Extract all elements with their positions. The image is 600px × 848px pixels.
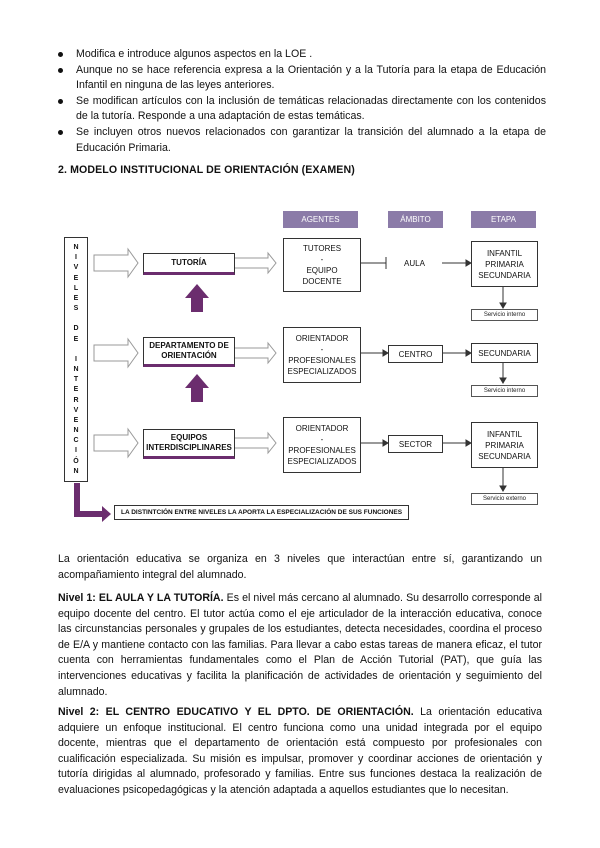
level-tutoria: TUTORÍA bbox=[143, 253, 235, 275]
level-equipos: EQUIPOS INTERDISCIPLINARES bbox=[143, 429, 235, 459]
etapa-box-3: INFANTIL PRIMARIA SECUNDARIA bbox=[471, 422, 538, 468]
up-arrow-1 bbox=[185, 284, 209, 312]
vertical-letter: S bbox=[73, 305, 79, 313]
vertical-letter: E bbox=[73, 335, 79, 343]
outline-arrow-2 bbox=[94, 339, 138, 367]
vertical-letter: E bbox=[73, 294, 79, 302]
bullet-icon bbox=[58, 52, 63, 57]
vertical-letter: C bbox=[73, 437, 79, 445]
vertical-label-niveles bbox=[64, 237, 88, 482]
bullet-list bbox=[58, 47, 546, 156]
etapa-box-2: SECUNDARIA bbox=[471, 343, 538, 363]
list-item: Se incluyen otros nuevos relacionados con garantizar la transición del alumnado a la etapa de Educación Primaria. bbox=[58, 125, 546, 156]
etapa-box-1: INFANTIL PRIMARIA SECUNDARIA bbox=[471, 241, 538, 287]
vertical-letter: R bbox=[73, 396, 79, 404]
vertical-letter: L bbox=[73, 284, 79, 292]
ambito-sector: SECTOR bbox=[388, 435, 443, 453]
vertical-letter: D bbox=[73, 325, 79, 333]
vertical-letter: N bbox=[73, 366, 79, 374]
servicio-1: Servicio interno bbox=[471, 309, 538, 321]
vertical-letter: N bbox=[73, 244, 79, 251]
ambito-aula: AULA bbox=[388, 255, 441, 271]
vertical-letter: V bbox=[73, 406, 79, 414]
servicio-2: Servicio interno bbox=[471, 385, 538, 397]
vertical-letter: E bbox=[73, 386, 79, 394]
outline-arrow-1 bbox=[94, 249, 138, 277]
list-item: Modifica e introduce algunos aspectos en la LOE . bbox=[58, 47, 546, 63]
vertical-letter: I bbox=[75, 355, 77, 363]
bullet-icon bbox=[58, 68, 63, 73]
nivel1-paragraph: Nivel 1: EL AULA Y LA TUTORÍA. Es el nivel más cercano al alumnado. Su desarrollo corresponde al equipo docente del centro. El tutor actúa como el eje articulador de la interacción educativa, conoce las circunstancias personales y grupales de los estudiantes, detecta necesidades, coordina el proceso de E/A y mantiene contacto con las familias. Para llevar a cabo estas tareas de manera eficaz, el tutor cuenta con herramientas fundamentales como el Plan de Acción Tutorial (PAT), que guía las intervenciones educativas y facilita la planificación de actividades de orientación y seguimiento del alumnado. bbox=[58, 592, 542, 698]
vertical-letter: N bbox=[73, 427, 79, 435]
agentes-box-2: ORIENTADOR - PROFESIONALES ESPECIALIZADOS bbox=[283, 327, 361, 383]
vertical-letter: E bbox=[73, 416, 79, 424]
level-departamento: DEPARTAMENTO DE ORIENTACIÓN bbox=[143, 337, 235, 367]
vertical-letter: V bbox=[73, 264, 79, 272]
bullet-icon bbox=[58, 99, 63, 104]
section-title: 2. MODELO INSTITUCIONAL DE ORIENTACIÓN (EXAMEN) bbox=[58, 164, 355, 176]
diagram-footer: LA DISTINTCIÓN ENTRE NIVELES LA APORTA LA ESPECIALIZACIÓN DE SUS FUNCIONES bbox=[114, 505, 409, 520]
vertical-letter: Ó bbox=[73, 457, 79, 465]
vertical-letter: I bbox=[75, 447, 77, 455]
servicio-3: Servicio externo bbox=[471, 493, 538, 505]
up-arrow-2 bbox=[185, 374, 209, 402]
nivel2-heading: Nivel 2: EL CENTRO EDUCATIVO Y EL DPTO. DE ORIENTACIÓN. bbox=[58, 706, 414, 718]
vertical-letter: E bbox=[73, 274, 79, 282]
ambito-centro: CENTRO bbox=[388, 345, 443, 363]
nivel2-paragraph: Nivel 2: EL CENTRO EDUCATIVO Y EL DPTO. DE ORIENTACIÓN. La orientación educativa adquiere un enfoque institucional. El centro funciona como una unidad integrada por el equipo docente, mientras que el departamento de orientación está compuesto por profesionales con cualificación especializada. Su misión es impulsar, promover y coordinar acciones de orientación y tutoría dirigidas al alumnado, profesorado y familias. Entre sus funciones destaca la realización de evaluaciones psicopedagógicas y la atención adaptada a aquellos estudiantes que lo necesitan. bbox=[58, 706, 542, 796]
vertical-letter: T bbox=[73, 376, 79, 384]
vertical-letter: N bbox=[73, 467, 79, 475]
nivel1-heading: Nivel 1: EL AULA Y LA TUTORÍA. bbox=[58, 592, 224, 604]
intro-paragraph: La orientación educativa se organiza en 3 niveles que interactúan entre sí, garantizando un acompañamiento integral del alumnado. bbox=[58, 553, 542, 581]
vertical-letter: I bbox=[75, 254, 77, 262]
header-ambito: ÁMBITO bbox=[388, 211, 443, 228]
agentes-box-1: TUTORES - EQUIPO DOCENTE bbox=[283, 238, 361, 292]
agentes-box-3: ORIENTADOR - PROFESIONALES ESPECIALIZADOS bbox=[283, 417, 361, 473]
list-item: Se modifican artículos con la inclusión de temáticas relacionadas directamente con los contenidos de la tutoría. Responde a una adaptación de estas temáticas. bbox=[58, 94, 546, 125]
bottom-l-arrow bbox=[74, 483, 111, 522]
header-agentes: AGENTES bbox=[283, 211, 358, 228]
orientation-model-diagram bbox=[58, 205, 546, 525]
list-item: Aunque no se hace referencia expresa a la Orientación y a la Tutoría para la etapa de Educación Infantil en ninguna de las leyes anteriores. bbox=[58, 63, 546, 94]
bullet-icon bbox=[58, 130, 63, 135]
header-etapa: ETAPA bbox=[471, 211, 536, 228]
outline-arrow-3 bbox=[94, 429, 138, 457]
